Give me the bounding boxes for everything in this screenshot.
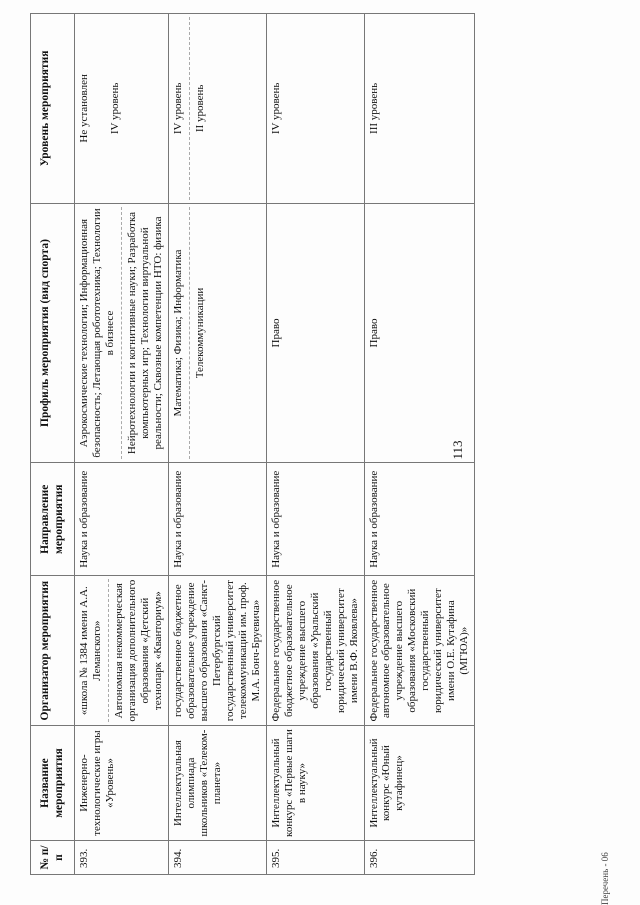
- organizer-text: Автономная некоммерческая организация дополнительного образования «Детский технопарк «Кванториум»: [108, 579, 165, 722]
- event-organizer: государственное бюджетное образовательное учреждение высшего образования «Санкт-Петербургский государственный университет телекоммуникаций им. проф. М.А. Бонч-Бруевича»: [168, 576, 266, 726]
- event-organizer: Федеральное государственное бюджетное образовательное учреждение высшего образования «Уральский государственный юридический университет имени В.Ф. Яковлева»: [266, 576, 364, 726]
- header-direction: Направление мероприятия: [31, 463, 75, 576]
- event-name: Интеллектуальная олимпиада школьников «Телеком-планета»: [168, 726, 266, 841]
- row-num: 394.: [168, 841, 266, 875]
- profile-item: Телекоммуникации: [189, 207, 207, 460]
- event-name: Интеллектуальный конкурс «Первые шаги в науку»: [266, 726, 364, 841]
- footer-mark: Перечень - 06: [600, 852, 610, 905]
- organizer-continued: «школа № 1384 имени А.А. Леманского»: [78, 586, 104, 716]
- event-organizer: Федеральное государственное автономное образовательное учреждение высшего образования «Московский государственный юридический университет имени О.Е. Кутафина (МГЮА)»: [364, 576, 475, 726]
- table-row: [168, 14, 266, 875]
- table-row: [266, 14, 364, 875]
- level-item: II уровень: [189, 17, 207, 200]
- event-profile: Право: [266, 203, 364, 463]
- header-organizer: Организатор мероприятия: [31, 576, 75, 726]
- level-item: IV уровень: [109, 82, 122, 135]
- header-profile: Профиль мероприятия (вид спорта): [31, 203, 75, 463]
- row-num: 393.: [75, 841, 169, 875]
- event-level: IV уровень: [266, 14, 364, 204]
- event-name: Инженерно-технологические игры «Уровень»: [75, 726, 169, 841]
- header-level: Уровень мероприятия: [31, 14, 75, 204]
- header-name: Название мероприятия: [31, 726, 75, 841]
- event-organizer: [75, 576, 169, 726]
- level-item: IV уровень: [171, 82, 184, 135]
- event-direction: Наука и образование: [75, 463, 169, 576]
- table-row: [364, 14, 475, 875]
- table-wrapper: [30, 13, 615, 875]
- profile-item: Аэрокосмические технологии; Информационная безопасность; Летающая робототехника; Технологии в бизнесе: [78, 208, 117, 458]
- level-item: Не установлен: [78, 74, 91, 143]
- event-level: III уровень: [364, 14, 475, 204]
- header-num: № п/п: [31, 841, 75, 875]
- table-row: [75, 14, 169, 875]
- event-profile: [75, 203, 169, 463]
- event-profile: Право: [364, 203, 475, 463]
- row-num: 396.: [364, 841, 475, 875]
- page-number: 113: [450, 440, 465, 460]
- event-direction: Наука и образование: [168, 463, 266, 576]
- row-num: 395.: [266, 841, 364, 875]
- event-level: [168, 14, 266, 204]
- event-level: [75, 14, 169, 204]
- profile-item: Нейротехнологии и когнитивные науки; Разработка компьютерных игр; Технологии виртуальной реальности; Сквозные компетенции НТО: физика: [121, 207, 165, 460]
- profile-item: Математика; Физика; Информатика: [171, 249, 184, 417]
- event-direction: Наука и образование: [266, 463, 364, 576]
- header-row: [31, 14, 75, 875]
- event-profile: [168, 203, 266, 463]
- event-direction: Наука и образование: [364, 463, 475, 576]
- events-table: [30, 13, 475, 875]
- event-name: Интеллектуальный конкурс «Юный кутафинец»: [364, 726, 475, 841]
